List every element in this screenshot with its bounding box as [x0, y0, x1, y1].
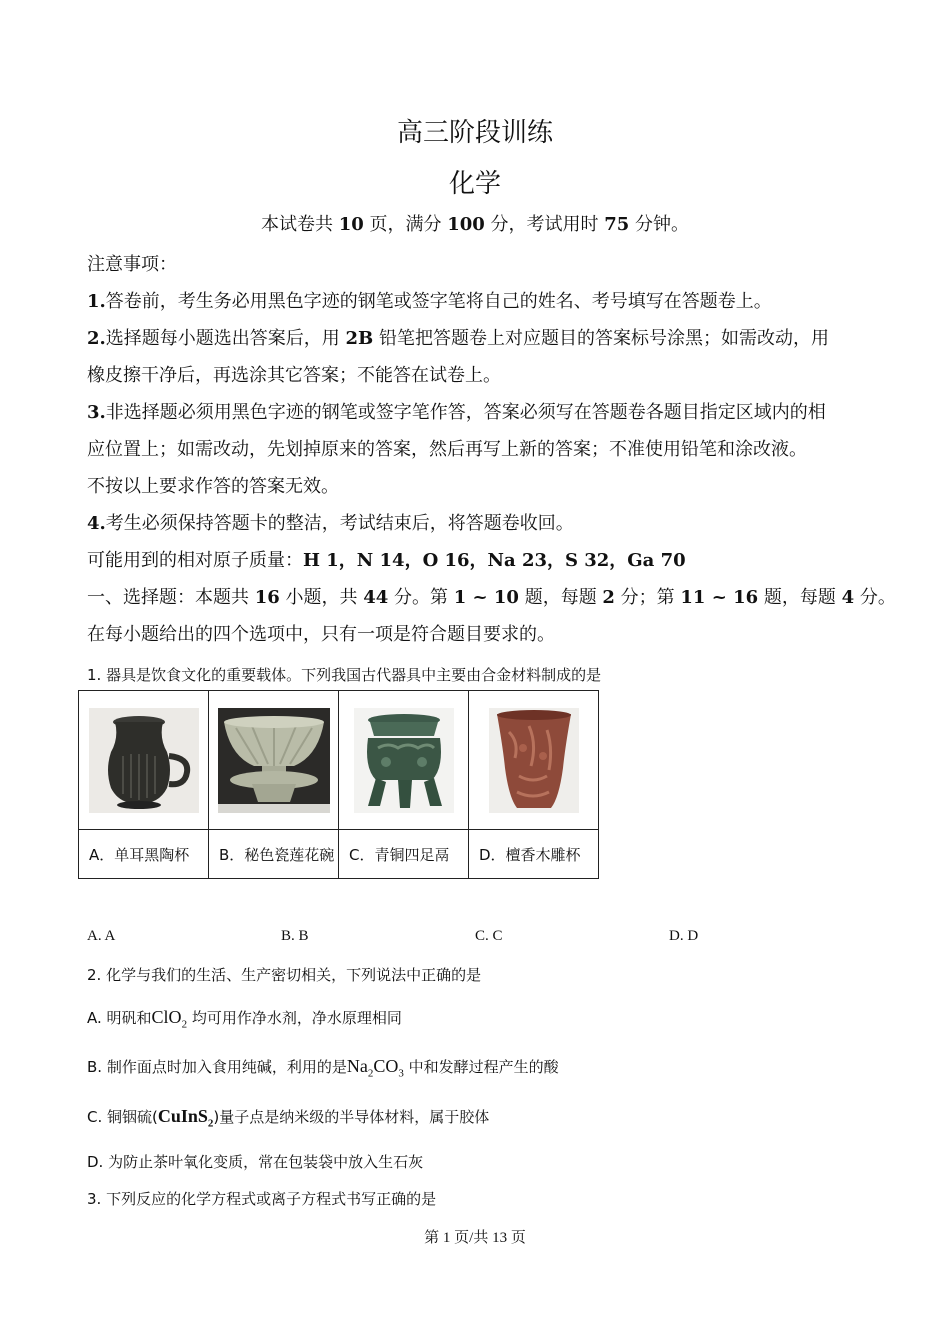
atomic-mass-line: 可能用到的相对原子质量：H 1，N 14，O 16，Na 23，S 32，Ga 70	[87, 550, 686, 571]
bronze-tripod-li-icon	[354, 708, 454, 813]
item-b-label: B．秘色瓷莲花碗	[209, 830, 339, 879]
exam-info: 本试卷共 10 页，满分 100 分，考试用时 75 分钟。	[260, 214, 690, 235]
note-1: 1.答卷前，考生务必用黑色字迹的钢笔或签字笔将自己的姓名、考号填写在答题卷上。	[87, 291, 772, 312]
item-d-label: D．檀香木雕杯	[469, 830, 599, 879]
sandalwood-carved-cup-icon	[489, 708, 579, 813]
item-a-label: A．单耳黑陶杯	[79, 830, 209, 879]
q2-option-a: A. 明矾和ClO$_2$ 均可用作净水剂，净水原理相同	[87, 1007, 402, 1031]
cuins2-formula: CuInS$_2$	[157, 1106, 214, 1130]
note-2: 2.选择题每小题选出答案后，用 2B 铅笔把答题卷上对应题目的答案标号涂黑；如需改动，用	[87, 328, 830, 349]
item-c-image-cell	[339, 691, 469, 830]
q1-option-a: A. A	[87, 928, 116, 944]
q2-option-c: C. 铜铟硫(CuInS$_2$)量子点是纳米级的半导体材料，属于胶体	[87, 1106, 490, 1130]
question-1-item-table	[78, 690, 599, 879]
note-4: 4.考生必须保持答题卡的整洁，考试结束后，将答题卷收回。	[87, 513, 574, 534]
q2-option-b: B. 制作面点时加入食用纯碱，利用的是$Na_2CO_3$ 中和发酵过程产生的酸	[87, 1056, 559, 1080]
note-2-line2: 橡皮擦干净后，再选涂其它答案；不能答在试卷上。	[87, 365, 501, 386]
celadon-lotus-bowl-icon	[218, 708, 330, 813]
subject-title: 化学	[448, 169, 501, 199]
item-d-image-cell	[469, 691, 599, 830]
page-number: 第 1 页/共 13 页	[424, 1230, 526, 1246]
item-c-label: C．青铜四足鬲	[339, 830, 469, 879]
section-1-heading: 一、选择题：本题共 16 小题，共 44 分。第 1 ~ 10 题，每题 2 分；第 11 ~ 16 题，每题 4 分。	[87, 587, 896, 608]
item-a-image-cell	[79, 691, 209, 830]
q2-option-d: D. 为防止茶叶氧化变质，常在包装袋中放入生石灰	[87, 1153, 424, 1171]
note-3-line3: 不按以上要求作答的答案无效。	[87, 476, 339, 497]
exam-title: 高三阶段训练	[396, 118, 553, 148]
note-3-line2: 应位置上；如需改动，先划掉原来的答案，然后再写上新的答案；不准使用铅笔和涂改液。	[87, 439, 807, 460]
q1-option-d: D. D	[669, 928, 699, 944]
item-b-image-cell	[209, 691, 339, 830]
black-pottery-cup-icon	[89, 708, 199, 813]
question-3-stem: 3. 下列反应的化学方程式或离子方程式书写正确的是	[87, 1190, 437, 1208]
notes-heading: 注意事项：	[87, 254, 177, 275]
note-3: 3.非选择题必须用黑色字迹的钢笔或签字笔作答，答案必须写在答题卷各题目指定区域内的相	[87, 402, 826, 423]
question-1-stem: 1. 器具是饮食文化的重要载体。下列我国古代器具中主要由合金材料制成的是	[87, 666, 602, 684]
section-1-instruction: 在每小题给出的四个选项中，只有一项是符合题目要求的。	[87, 624, 555, 645]
question-2-stem: 2. 化学与我们的生活、生产密切相关，下列说法中正确的是	[87, 966, 482, 984]
na2co3-formula: $Na_2CO_3$	[346, 1056, 404, 1080]
q1-option-c: C. C	[475, 928, 503, 944]
clo2-formula: ClO$_2$	[151, 1007, 188, 1031]
q1-option-b: B. B	[281, 928, 309, 944]
